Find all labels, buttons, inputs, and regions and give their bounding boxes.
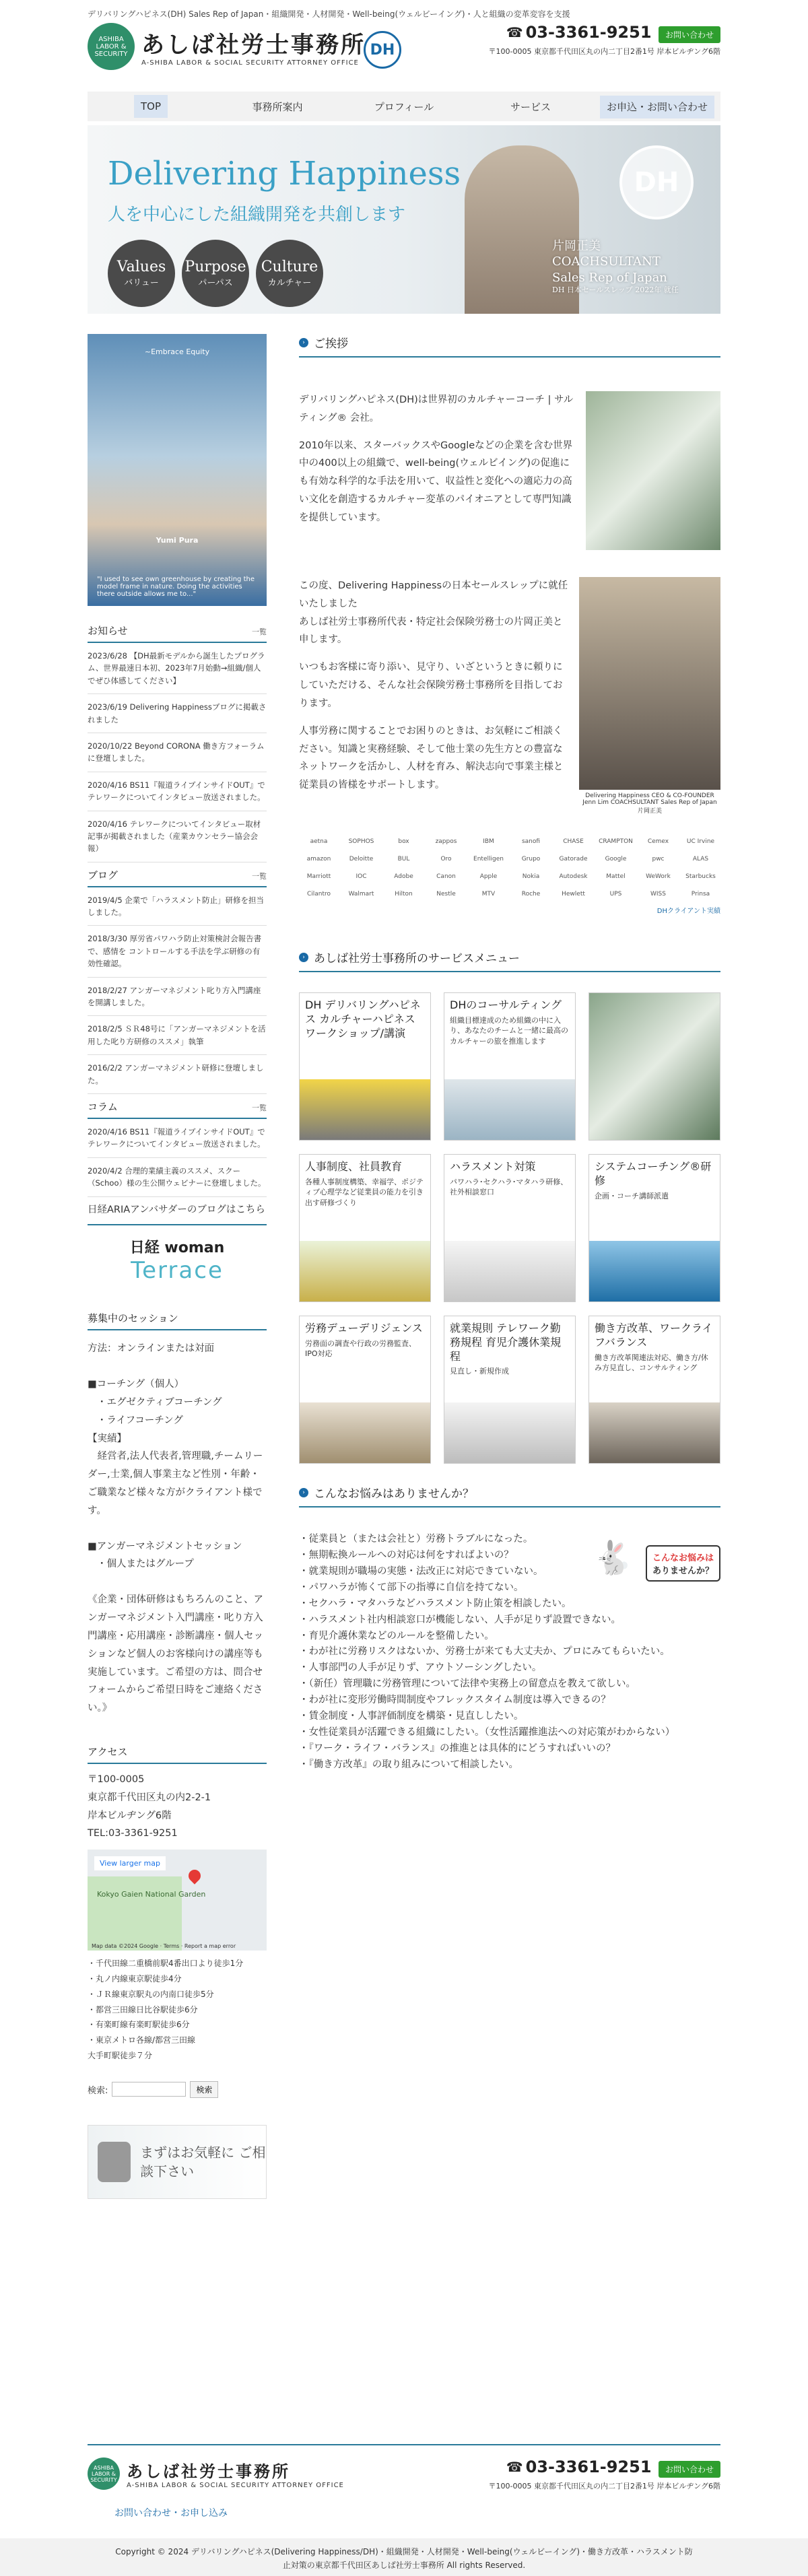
- client-logo: Starbucks: [685, 873, 716, 880]
- greeting-text-2: この度、Delivering Happinessの日本セールスレップに就任いたしました あしば社労士事務所代表・特定社会保険労務士の片岡正美と申します。 いつもお客様に寄り添い、見守り、いざというときに頼りにしていただける、そんな社会保険労務士事務所を目指しております。 人事労務に関することでお困りのときは、お気軽にご相談ください。知識と実務経験、そして他士業の先生方との豊富なネットワークを活かし、人材を育み、解決志向で事業主様と従業員の皆様をサポートします。: [299, 580, 568, 791]
- phone-icon: ☎: [506, 2459, 523, 2475]
- column-heading: コラム 一覧: [88, 1099, 267, 1119]
- nav-service[interactable]: サービス: [510, 100, 551, 113]
- client-logos-link[interactable]: DHクライアント実績: [656, 908, 720, 915]
- header: [88, 23, 720, 83]
- hero-name: 片岡正美 COACHSULTANT Sales Rep of Japan DH 日本セールスレップ 2022年 就任: [552, 239, 679, 295]
- client-logo: Cilantro: [306, 891, 331, 897]
- list-item[interactable]: 2020/10/22 Beyond CORONA 働き方フォーラム に登壇しました。: [88, 733, 267, 772]
- founders-caption: Delivering Happiness CEO & CO-FOUNDER Jenn Lim COACHSULTANT Sales Rep of Japan 片岡正美: [582, 792, 717, 815]
- client-logo: WeWork: [646, 873, 671, 880]
- main-nav: [88, 92, 720, 121]
- hero-purpose: Purpose パーパス: [182, 240, 249, 307]
- search-form: [88, 2081, 267, 2098]
- list-item: ・わが社に変形労働時間制度やフレックスタイム制度は導入できるの？: [299, 1695, 611, 1706]
- client-logo: Hewlett: [562, 891, 585, 897]
- list-item: ・『ワーク・ライフ・バランス』の推進とは具体的にどうすればいいの？: [299, 1742, 615, 1754]
- service-card[interactable]: 働き方改革、ワークライフバランス 働き方改革関連法対応、働き方/休み方見直し、コンサルティング: [588, 1316, 720, 1464]
- client-logo: Prinsa: [691, 891, 710, 897]
- list-item: ・従業員と（または会社と）労務トラブルになった。: [299, 1534, 533, 1545]
- main-content: [299, 334, 720, 1773]
- map-park-label: Kokyo Gaien National Garden: [97, 1890, 206, 1899]
- news-heading: お知らせ 一覧: [88, 623, 267, 643]
- inquiry-button[interactable]: お問い合わせ: [659, 2461, 720, 2478]
- list-item[interactable]: 2018/3/30 厚労省パワハラ防止対策検討会報告書で、感情を コントロールする手法を学ぶ研修の有効性確認。: [88, 926, 267, 977]
- list-item: ・パワハラが怖くて部下の指導に自信を持てない。: [299, 1582, 524, 1593]
- client-logo: Gatorade: [559, 856, 588, 862]
- coaching-item: ・ライフコーチング: [97, 1415, 183, 1426]
- client-logo: Canon: [436, 873, 456, 880]
- service-card[interactable]: システムコーチング®研修 企画・コーチ講師派遣: [588, 1154, 720, 1302]
- access-address: 〒100-0005 東京都千代田区丸の内2-2-1 岸本ビルヂング6階 TEL:03-3361-9251: [88, 1773, 211, 1839]
- blog-heading: ブログ 一覧: [88, 868, 267, 887]
- list-item[interactable]: 2016/2/2 アンガーマネジメント研修に登壇しました。: [88, 1055, 267, 1094]
- nav-profile[interactable]: プロフィール: [374, 100, 434, 113]
- service-card[interactable]: 就業規則 テレワーク勤務規程 育児介護休業規程 見直し・新規作成: [444, 1316, 576, 1464]
- phone-photo: [98, 2142, 131, 2182]
- inquiry-button[interactable]: お問い合わせ: [659, 26, 720, 43]
- list-item[interactable]: 2020/4/16 テレワークについてインタビュー取材記事が掲載されました（産業カウンセラー協会会報）: [88, 811, 267, 862]
- client-logo: IBM: [483, 838, 494, 845]
- client-logo: Autodesk: [559, 873, 588, 880]
- client-logo: BUL: [397, 856, 410, 862]
- hero-subtitle: 人を中心にした組織開発を共創します: [108, 205, 406, 225]
- success-illustration: [300, 1241, 430, 1301]
- list-item[interactable]: 2020/4/2 合理的業績主義のススメ、スクー（Schoo）様の生公開ウェビナーに登壇しました。: [88, 1158, 267, 1197]
- sidebar-poster[interactable]: ~Embrace Equity Yumi Pura "I used to see own greenhouse by creating the model frame in nature. Doing the activities there outside allows me to...": [88, 334, 267, 606]
- list-item: ・『働き方改革』の取り組みについて相談したい。: [299, 1759, 518, 1770]
- access-heading: アクセス: [88, 1744, 267, 1764]
- google-map[interactable]: [88, 1850, 267, 1951]
- client-logo: Mattel: [606, 873, 626, 880]
- list-item[interactable]: 2020/4/16 BS11『報道ライブインサイドOUT』でテレワークについてインタビュー放送されました。: [88, 1119, 267, 1158]
- client-logo: zappos: [435, 838, 457, 845]
- client-logo: Roche: [521, 891, 541, 897]
- nav-top[interactable]: TOP: [88, 100, 214, 112]
- client-logo: sanofi: [521, 838, 541, 845]
- map-park: [88, 1876, 182, 1951]
- client-logo: Apple: [479, 873, 498, 880]
- client-logo: WISS: [650, 891, 666, 897]
- client-logo: box: [398, 838, 409, 845]
- sidebar: [88, 334, 267, 2199]
- greeting-heading: › ご挨拶: [299, 334, 720, 358]
- site-logo[interactable]: [88, 23, 366, 70]
- anger-item: ・個人またはグループ: [97, 1559, 194, 1570]
- service-card[interactable]: 労務デューデリジェンス 労務面の調査や行政の労務監査、IPO対応: [299, 1316, 431, 1464]
- rules-photo: [444, 1402, 575, 1463]
- column-list: [88, 1119, 267, 1197]
- client-logo: Walmart: [348, 891, 374, 897]
- worry-bubble: こんなお悩みは ありませんか？: [646, 1545, 720, 1582]
- greeting-text-1: デリバリングハピネス(DH)は世界初のカルチャーコーチ | サルティング® 会社。 2010年以来、スターバックスやGoogleなどの企業を含む世界中の400以上の組織で、well-being(ウェルビイング)の促進にも有効な科学的な手法を用いて、収益性と変化への適応力の高い文化を創造するカルチャー変革のパイオニアとして専門知識を提供しています。: [299, 395, 574, 523]
- client-logo: ALAS: [692, 856, 709, 862]
- list-item: ・育児介護休業などのルールを整備したい。: [299, 1630, 494, 1641]
- hero-banner: [88, 125, 720, 314]
- list-item: ・人事部門の人手が足りず、アウトソーシングしたい。: [299, 1662, 542, 1674]
- list-item: ・セクハラ・マタハラなどハラスメント防止策を相談したい。: [299, 1598, 572, 1609]
- hero-title: Delivering Happiness: [108, 155, 461, 193]
- nikkei-woman-banner[interactable]: 日経 woman Terrace: [129, 1240, 225, 1285]
- footer-contact: [488, 2458, 720, 2491]
- phone-icon: ☎: [506, 24, 523, 40]
- column-more-link[interactable]: 一覧: [252, 1103, 267, 1112]
- greenhouse-book-photo: [589, 993, 720, 1140]
- client-logo: MTV: [481, 891, 496, 897]
- news-more-link[interactable]: 一覧: [252, 628, 267, 636]
- logo-emblem: ASHIBA LABOR & SECURITY: [88, 23, 135, 70]
- phone-number[interactable]: ☎ 03-3361-9251: [506, 23, 652, 42]
- list-item: ・ハラスメント社内相談窓口が機能しない、人手が足りず設置できない。: [299, 1614, 621, 1625]
- service-card[interactable]: DH デリバリングハピネス カルチャーハピネスワークショップ/講演: [299, 992, 431, 1141]
- consulting-photo: [444, 1079, 575, 1140]
- list-item[interactable]: 2023/6/28 【DH最新モデルから誕生したプログラム、世界最速日本初、2023年7月始動→組織/個人でぜひ体感してください】: [88, 643, 267, 694]
- list-item: ・賃金制度・人事評価制度を構築・見直ししたい。: [299, 1711, 524, 1722]
- list-item: ・女性従業員が活躍できる組織にしたい。（女性活躍推進法への対応策がわからない）: [299, 1727, 675, 1738]
- hero-values: Values バリュー: [108, 240, 175, 307]
- search-button[interactable]: 検索: [190, 2081, 218, 2098]
- hero-dh-logo: DH: [619, 145, 694, 219]
- hero-culture: Culture カルチャー: [256, 240, 323, 307]
- logo-subtitle: A-SHIBA LABOR & SOCIAL SECURITY ATTORNEY OFFICE: [141, 59, 359, 67]
- client-logo: Hilton: [395, 891, 413, 897]
- client-logo: Cemex: [647, 838, 669, 845]
- logo-title: あしば社労士事務所: [141, 32, 366, 59]
- blog-more-link[interactable]: 一覧: [252, 871, 267, 881]
- chevron-right-icon: ›: [299, 953, 308, 962]
- service-card[interactable]: 人事制度、社員教育 各種人事制度構築、幸福学、ポジティブ心理学など従業員の能力を引き出す研修づくり: [299, 1154, 431, 1302]
- coaching-item: ・エグゼクティブコーチング: [97, 1396, 222, 1408]
- client-logo: amazon: [306, 856, 331, 862]
- header-contact: [488, 23, 720, 57]
- workshop-photo: [300, 1079, 430, 1140]
- nav-office[interactable]: 事務所案内: [252, 100, 303, 113]
- footer-divider: [88, 2444, 720, 2445]
- founders-photo: [579, 577, 720, 790]
- logo-emblem: ASHIBA LABOR & SECURITY: [88, 2458, 120, 2490]
- chevron-right-icon: ›: [299, 338, 308, 347]
- recruit-method: 方法：オンラインまたは対面: [88, 1343, 215, 1355]
- client-logo: UPS: [609, 891, 622, 897]
- client-logo: Grupo: [521, 856, 541, 862]
- news-list: [88, 643, 267, 862]
- station-list: ・千代田線二重橋前駅4番出口より徒歩1分 ・丸ノ内線東京駅徒歩4分 ・ＪＲ線東京駅丸の内南口徒歩5分 ・都営三田線日比谷駅徒歩6分 ・有楽町線有楽町駅徒歩6分 ・東京メトロ各線/都営三田線 大手町駅徒歩７分: [88, 1959, 244, 2061]
- nav-contact[interactable]: お申込・お問い合わせ: [594, 100, 720, 114]
- client-logo: pwc: [652, 856, 665, 862]
- client-logo: Nestle: [436, 891, 456, 897]
- map-attribution: Map data ©2024 Google · Terms · Report a map error: [92, 1943, 236, 1950]
- footer: [88, 2458, 720, 2532]
- service-card[interactable]: ハラスメント対策 パワハラ･セクハラ･マタハラ研修、社外相談窓口: [444, 1154, 576, 1302]
- client-logo: Oro: [440, 856, 452, 862]
- workstyle-photo: [589, 1402, 720, 1463]
- record-heading: 【実績】: [88, 1433, 127, 1444]
- coaching-heading: ■コーチング（個人）: [88, 1379, 184, 1390]
- client-logo: CHASE: [563, 838, 584, 845]
- footer-logo[interactable]: [88, 2458, 344, 2490]
- client-logo: aetna: [310, 838, 328, 845]
- record-text: 経営者,法人代表者,管理職,チームリーダー,士業,個人事業主など性別・年齢・ご職業など様々な方がクライアント様です。: [88, 1451, 263, 1516]
- list-item[interactable]: 2018/2/5 ＳＲ48号に「アンガーマネジメントを活用した叱り方研修のススメ」執筆: [88, 1016, 267, 1055]
- map-pin-icon: [186, 1868, 203, 1885]
- list-item[interactable]: 2019/4/5 企業で「ハラスメント防止」研修を担当しました。: [88, 887, 267, 926]
- chevron-right-icon: ›: [299, 1488, 308, 1497]
- list-item: ・（新任）管理職に労務管理について法律や実務上の留意点を教えて欲しい。: [299, 1679, 636, 1690]
- blog-list: [88, 887, 267, 1094]
- recruit-heading: 募集中のセッション: [88, 1311, 267, 1330]
- client-logos: [299, 835, 720, 901]
- service-card[interactable]: [588, 992, 720, 1141]
- service-grid: [299, 992, 720, 1464]
- nikkei-note[interactable]: 日経ARIAアンバサダーのブログはこちら: [88, 1204, 265, 1215]
- documents-photo: [300, 1402, 430, 1463]
- list-item[interactable]: 2018/2/27 アンガーマネジメント叱り方入門講座を開講しました。: [88, 978, 267, 1017]
- client-logo: CRAMPTON: [599, 838, 633, 845]
- service-heading: › あしば社労士事務所のサービスメニュー: [299, 949, 720, 972]
- client-logo: IOC: [356, 873, 367, 880]
- anger-text: 《企業・団体研修はもちろんのこと、アンガーマネジメント入門講座・叱り方入門講座・応用講座・診断講座・個人セッションなど個人のお客様向けの講座等も実施しています。ご希望の方は、問合せフォームからご希望日時をご連絡ください。》: [88, 1594, 263, 1714]
- client-logo: Google: [605, 856, 627, 862]
- list-item: ・無期転換ルールへの対応は何をすればよいの？: [299, 1549, 514, 1561]
- client-logo: Entelligen: [473, 856, 504, 862]
- map-larger-link[interactable]: View larger map: [94, 1856, 166, 1870]
- list-item: ・就業規則が職場の実態・法改正に対応できていない。: [299, 1565, 543, 1577]
- worry-heading: › こんなお悩みはありませんか？: [299, 1484, 720, 1507]
- greenhouse-photo: [586, 391, 720, 550]
- search-input[interactable]: [112, 2082, 186, 2097]
- list-item[interactable]: 2023/6/19 Delivering Happinessブログに掲載されました: [88, 694, 267, 733]
- logo-title: あしば社労士事務所: [127, 2462, 290, 2481]
- sea-photo: [589, 1241, 720, 1301]
- list-item[interactable]: 2020/4/16 BS11『報道ライブインサイドOUT』でテレワークについてインタビュー放送されました。: [88, 772, 267, 811]
- client-logo: Marriott: [306, 873, 331, 880]
- dh-badge[interactable]: DH: [364, 31, 401, 69]
- logo-subtitle: A-SHIBA LABOR & SOCIAL SECURITY ATTORNEY OFFICE: [127, 2482, 344, 2489]
- client-logo: Nokia: [522, 873, 540, 880]
- client-logo: Adobe: [394, 873, 413, 880]
- harassment-photo: [444, 1241, 575, 1301]
- phone-number[interactable]: ☎ 03-3361-9251: [506, 2458, 652, 2476]
- client-logo: SOPHOS: [348, 838, 374, 845]
- anger-heading: ■アンガーマネジメントセッション: [88, 1540, 242, 1552]
- list-item: ・わが社に労務リスクはないか、労務士が来ても大丈夫か、プロにみてもらいたい。: [299, 1646, 670, 1658]
- footer-contact-link[interactable]: お問い合わせ・お申し込み: [114, 2508, 228, 2519]
- site-tagline: デリバリングハピネス(DH) Sales Rep of Japan・組織開発・人材開発・Well-being(ウェルビーイング)・人と組織の変革変容を支援: [88, 9, 570, 19]
- footer-address: 〒100-0005 東京都千代田区丸の内二丁目2番1号 岸本ビルヂング6階: [488, 2481, 720, 2490]
- search-label: 検索:: [88, 2085, 108, 2096]
- header-address: 〒100-0005 東京都千代田区丸の内二丁目2番1号 岸本ビルヂング6階: [488, 46, 720, 56]
- rabbit-icon: 🐇: [593, 1539, 633, 1577]
- service-card[interactable]: DHのコーサルティング 組織目標達成のため組織の中に入り、あなたのチームと一緒に最高のカルチャーの旅を推進します: [444, 992, 576, 1141]
- consult-banner[interactable]: まずはお気軽に ご相談下さい: [88, 2125, 267, 2199]
- client-logo: Deloitte: [349, 856, 374, 862]
- worry-illustration: [566, 1532, 720, 1586]
- copyright: Copyright © 2024 デリバリングハピネス(Delivering Happiness/DH)・組織開発・人材開発・Well-being(ウェルビーイング)・働き方改革・ハラスメント防 止対策の東京都千代田区あしば社労士事務所 All rights Reserved.: [0, 2538, 808, 2576]
- client-logo: UC Irvine: [686, 838, 715, 845]
